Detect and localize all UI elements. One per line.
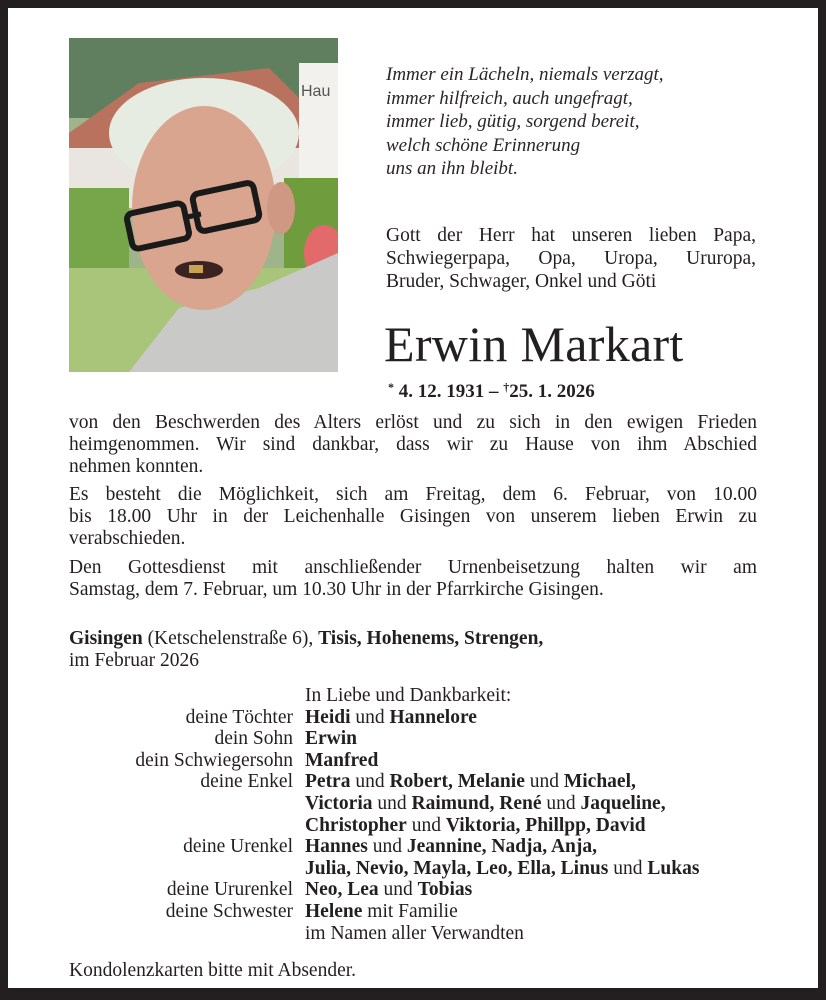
sister-suffix: mit Familie [362,900,458,922]
family-row-grandchildren-cont [69,815,789,837]
birth-date: 4. 12. 1931 [398,381,485,402]
person-name: Michael, [563,771,636,793]
family-row-great-grandchildren-cont [69,858,789,880]
person-name: Helene [305,900,363,922]
person-name: Manfred [305,749,379,771]
person-name: Viktoria, Phillpp, David [445,814,646,836]
poem-line: welch schöne Erinnerung [386,134,581,156]
person-name: Petra [305,771,351,793]
portrait-image [69,38,338,372]
intro-line: Gott der Herr hat unseren lieben Papa, [386,225,756,246]
family-row-daughters [69,707,789,729]
other-towns: Tisis, Hohenems, Strengen, [318,628,544,649]
intro-line: Schwiegerpapa, Opa, Uropa, Ururopa, [386,248,756,269]
family-list [69,685,789,944]
intro-text [386,224,756,293]
body-line: von den Beschwerden des Alters erlöst und zu sich in den ewigen Frieden [69,412,757,433]
town-gisingen: Gisingen [69,628,143,649]
poem-line: immer hilfreich, auch ungefragt, [386,87,633,109]
body-line: bis 18.00 Uhr in der Leichenhalle Gisingen von unserem lieben Erwin zu [69,506,757,528]
closing-note: Kondolenzkarten bitte mit Absender. [69,960,357,981]
relation-label: deine Töchter [185,706,293,728]
deceased-name: Erwin Markart [384,316,684,372]
poem-line: uns an ihn bleibt. [386,158,518,179]
poem-line: Immer ein Lächeln, niemals verzagt, [386,64,664,85]
conjunction: und [608,857,648,879]
portrait-photo [69,38,338,372]
person-name: Neo, Lea [305,879,379,901]
relation-label: deine Urenkel [183,836,293,858]
family-row-great-great-grandchildren [69,879,789,901]
person-name: Robert, Melanie [389,771,525,793]
conjunction: und [378,879,418,901]
person-name: Raimund, René [411,792,542,814]
paragraph-service [69,557,757,601]
relation-label: deine Enkel [200,771,293,793]
family-row-sister [69,901,789,923]
person-name: Lukas [647,857,700,879]
address: (Ketschelenstraße 6), [142,628,319,649]
person-name: Julia, Nevio, Mayla, Leo, Ella, Linus [305,857,609,879]
person-name: Jaqueline, [580,792,666,814]
death-cross-icon: † [503,380,510,394]
poem-line: immer lieb, gütig, sorgend bereit, [386,111,640,132]
family-row-son [69,728,789,750]
conjunction: und [524,771,564,793]
family-row-grandchildren [69,771,789,793]
family-row-son-in-law [69,750,789,772]
relation-label: dein Sohn [214,728,293,750]
paragraph-viewing [69,484,757,549]
family-row-great-grandchildren [69,836,789,858]
family-row-relatives [69,923,789,945]
body-line: Den Gottesdienst mit anschließender Urnenbeisetzung halten wir am [69,556,757,578]
body-line: Samstag, dem 7. Februar, um 10.30 Uhr in der Pfarrkirche Gisingen. [69,578,604,600]
poem [386,63,664,181]
relation-label: deine Ururenkel [166,879,293,901]
body-line: verabschieden. [69,527,186,549]
death-date: 25. 1. 2026 [509,381,595,402]
person-name: Jeannine, Nadja, Anja, [406,836,598,858]
date-line: im Februar 2026 [69,650,199,671]
place-line [69,628,543,650]
body-line: Es besteht die Möglichkeit, sich am Freitag, dem 6. Februar, von 10.00 [69,484,757,506]
life-dates [388,380,595,403]
person-name: Hannelore [389,706,477,728]
conjunction: und [406,814,446,836]
intro-line: Bruder, Schwager, Onkel und Göti [386,271,657,292]
conjunction: und [350,706,390,728]
birth-star-icon: * [388,380,394,394]
conjunction: und [350,771,390,793]
person-name: Erwin [305,728,358,750]
date-separator: – [484,381,504,402]
person-name: Heidi [305,706,351,728]
person-name: Hannes [305,836,368,858]
relation-label: deine Schwester [165,900,293,922]
person-name: Tobias [417,879,473,901]
relation-label: dein Schwiegersohn [135,749,293,771]
body-line: heimgenommen. Wir sind dankbar, dass wir zu Hause von ihm Abschied [69,433,757,455]
conjunction: und [367,836,407,858]
paragraph-release [69,412,757,477]
family-heading-row [69,685,789,707]
person-name: Christopher [305,814,407,836]
relatives-note: im Namen aller Verwandten [305,922,524,944]
conjunction: und [541,792,581,814]
conjunction: und [372,792,412,814]
announcement-body [69,412,757,607]
place-and-date [69,628,543,672]
family-row-grandchildren-cont [69,793,789,815]
family-heading: In Liebe und Dankbarkeit: [305,685,512,706]
sign-text: Hau [301,83,331,100]
obituary-page [8,8,818,988]
body-line: nehmen konnten. [69,455,204,477]
person-name: Victoria [305,792,373,814]
